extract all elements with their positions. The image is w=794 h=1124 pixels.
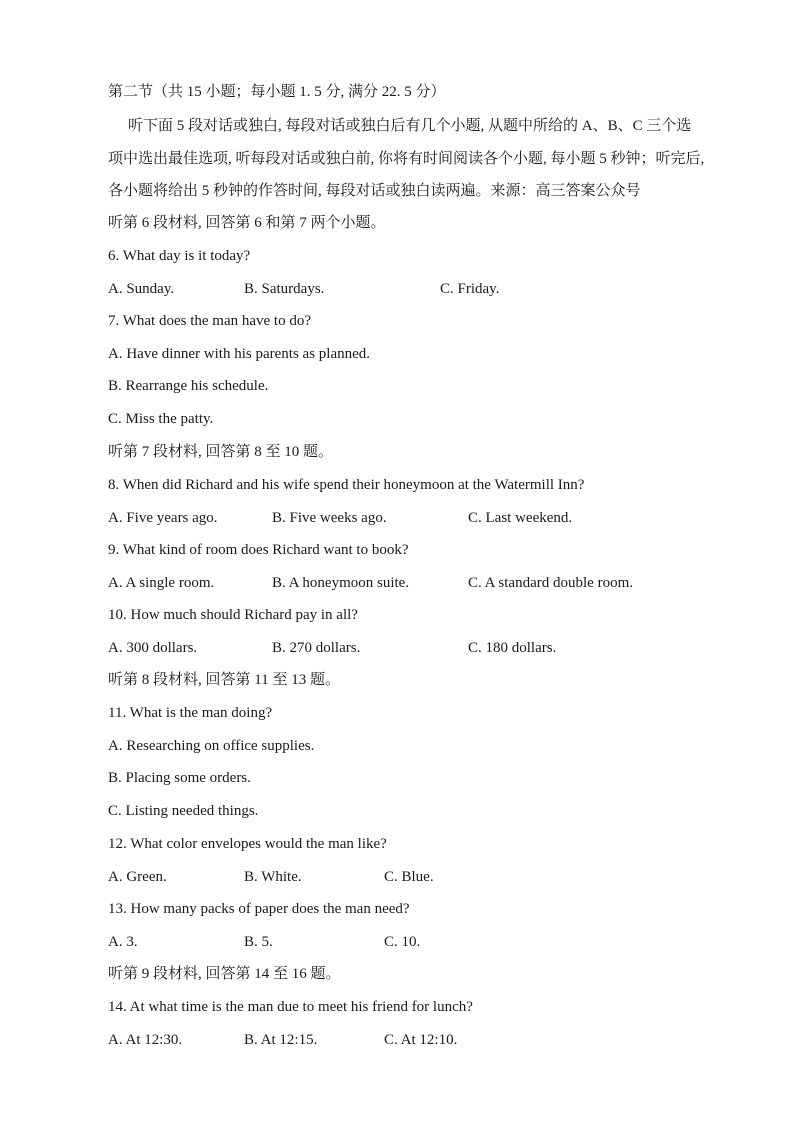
- q8-option-a: A. Five years ago.: [108, 510, 218, 526]
- q8-option-c: C. Last weekend.: [468, 510, 573, 526]
- material-9-heading: 听第 9 段材料, 回答第 14 至 16 题。: [108, 966, 341, 982]
- q6-option-a: A. Sunday.: [108, 281, 175, 297]
- q14-question: 14. At what time is the man due to meet his friend for lunch?: [108, 999, 473, 1015]
- q10-option-a: A. 300 dollars.: [108, 640, 198, 656]
- q12-question: 12. What color envelopes would the man like?: [108, 836, 387, 852]
- q10-question: 10. How much should Richard pay in all?: [108, 607, 358, 623]
- q14-option-c: C. At 12:10.: [384, 1032, 458, 1048]
- q10-option-b: B. 270 dollars.: [272, 640, 361, 656]
- q9-option-b: B. A honeymoon suite.: [272, 575, 410, 591]
- q12-option-b: B. White.: [244, 869, 302, 885]
- q7-option-b: B. Rearrange his schedule.: [108, 378, 269, 394]
- q6-question: 6. What day is it today?: [108, 248, 251, 264]
- q6-option-b: B. Saturdays.: [244, 281, 325, 297]
- q13-question: 13. How many packs of paper does the man need?: [108, 901, 410, 917]
- q12-option-a: A. Green.: [108, 869, 167, 885]
- q6-option-c: C. Friday.: [440, 281, 500, 297]
- q11-option-a: A. Researching on office supplies.: [108, 738, 315, 754]
- q14-option-a: A. At 12:30.: [108, 1032, 183, 1048]
- q13-option-b: B. 5.: [244, 934, 273, 950]
- q8-question: 8. When did Richard and his wife spend their honeymoon at the Watermill Inn?: [108, 477, 585, 493]
- q9-option-c: C. A standard double room.: [468, 575, 633, 591]
- section-header: 第二节（共 15 小题；每小题 1. 5 分, 满分 22. 5 分）: [108, 84, 446, 100]
- q9-option-a: A. A single room.: [108, 575, 215, 591]
- instruction-line-2: 项中选出最佳选项, 听每段对话或独白前, 你将有时间阅读各个小题, 每小题 5 秒钟；听完后,: [108, 151, 705, 167]
- q12-option-c: C. Blue.: [384, 869, 434, 885]
- q7-option-c: C. Miss the patty.: [108, 411, 214, 427]
- q14-option-b: B. At 12:15.: [244, 1032, 318, 1048]
- instruction-line-1: 听下面 5 段对话或独白, 每段对话或独白后有几个小题, 从题中所给的 A、B、C 三个选: [128, 118, 692, 134]
- material-7-heading: 听第 7 段材料, 回答第 8 至 10 题。: [108, 444, 334, 460]
- q13-option-c: C. 10.: [384, 934, 421, 950]
- q11-option-b: B. Placing some orders.: [108, 770, 251, 786]
- q11-question: 11. What is the man doing?: [108, 705, 273, 721]
- q9-question: 9. What kind of room does Richard want to book?: [108, 542, 409, 558]
- material-6-heading: 听第 6 段材料, 回答第 6 和第 7 两个小题。: [108, 215, 386, 231]
- q10-option-c: C. 180 dollars.: [468, 640, 557, 656]
- q7-option-a: A. Have dinner with his parents as planned.: [108, 346, 371, 362]
- material-8-heading: 听第 8 段材料, 回答第 11 至 13 题。: [108, 672, 340, 688]
- q8-option-b: B. Five weeks ago.: [272, 510, 387, 526]
- q13-option-a: A. 3.: [108, 934, 138, 950]
- q7-question: 7. What does the man have to do?: [108, 313, 311, 329]
- q11-option-c: C. Listing needed things.: [108, 803, 259, 819]
- instruction-line-3: 各小题将给出 5 秒钟的作答时间, 每段对话或独白读两遍。来源：高三答案公众号: [108, 183, 641, 199]
